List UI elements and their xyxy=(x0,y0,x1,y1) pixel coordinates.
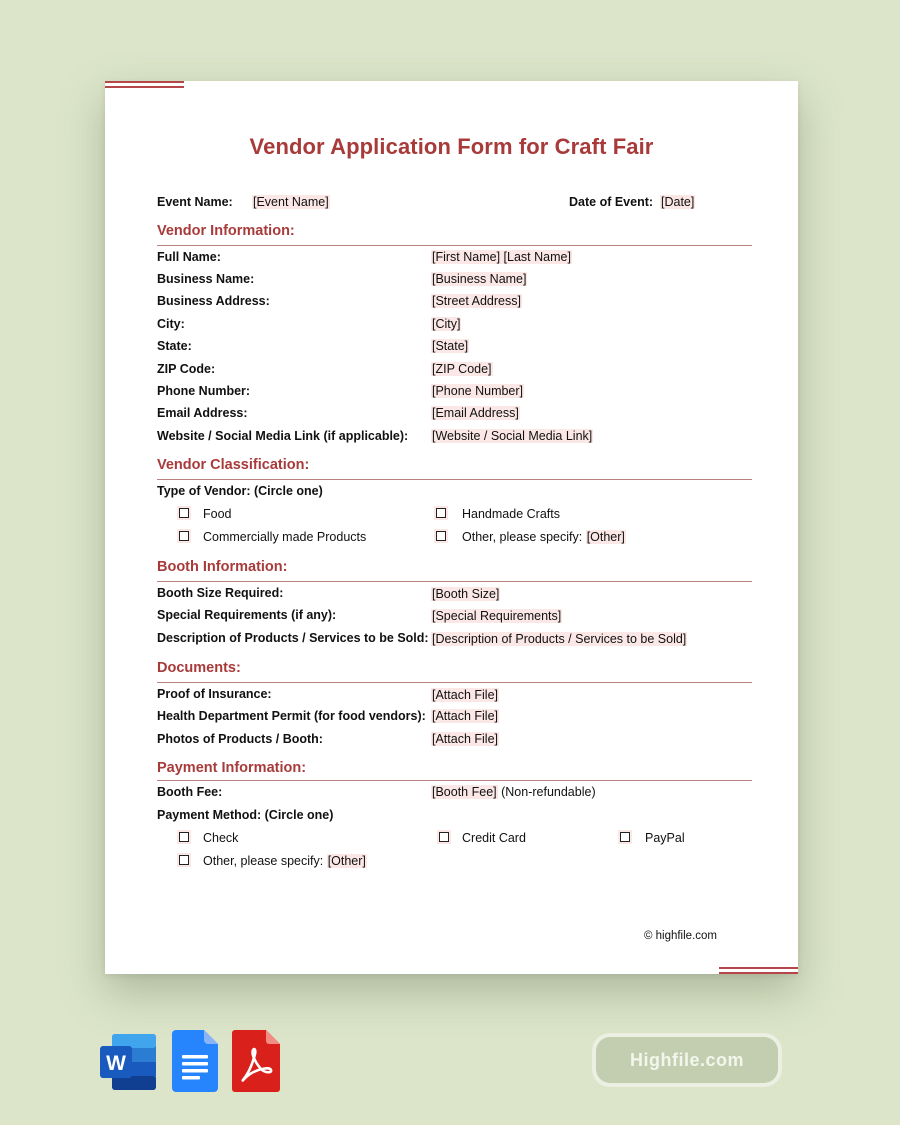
section-divider xyxy=(157,245,752,246)
booth-size-field[interactable]: [Booth Size] xyxy=(432,587,500,601)
zip-code-field[interactable]: [ZIP Code] xyxy=(432,362,492,376)
vendor-type-question: Type of Vendor: (Circle one) xyxy=(157,484,323,498)
section-vendor-classification: Vendor Classification: xyxy=(157,457,310,473)
section-vendor-information: Vendor Information: xyxy=(157,223,295,239)
corner-decoration-top xyxy=(105,81,184,88)
corner-decoration-bottom xyxy=(719,967,798,974)
document-page xyxy=(105,81,798,974)
food-option-label: Food xyxy=(203,507,232,521)
section-divider xyxy=(157,581,752,582)
commercial-checkbox[interactable] xyxy=(177,529,191,543)
section-divider xyxy=(157,682,752,683)
check-option-label: Check xyxy=(203,831,239,845)
product-description-label: Description of Products / Services to be Sold: xyxy=(157,631,429,645)
section-documents: Documents: xyxy=(157,660,241,676)
booth-fee-note: (Non-refundable) xyxy=(501,785,596,799)
vendor-other-field[interactable]: [Other] xyxy=(586,530,625,544)
health-permit-label: Health Department Permit (for food vendors): xyxy=(157,709,426,723)
special-requirements-field[interactable]: [Special Requirements] xyxy=(432,609,562,623)
paypal-checkbox[interactable] xyxy=(618,830,632,844)
city-field[interactable]: [City] xyxy=(432,317,461,331)
handmade-option-label: Handmade Crafts xyxy=(462,507,560,521)
product-description-field[interactable]: [Description of Products / Services to be Sold] xyxy=(432,632,687,646)
state-field[interactable]: [State] xyxy=(432,339,469,353)
vendor-other-checkbox[interactable] xyxy=(434,529,448,543)
food-checkbox[interactable] xyxy=(177,506,191,520)
zip-code-label: ZIP Code: xyxy=(157,362,216,376)
business-name-label: Business Name: xyxy=(157,272,255,286)
commercial-option-label: Commercially made Products xyxy=(203,530,367,544)
booth-size-label: Booth Size Required: xyxy=(157,586,284,600)
website-label: Website / Social Media Link (if applicable): xyxy=(157,429,409,443)
form-title: Vendor Application Form for Craft Fair xyxy=(249,134,654,159)
business-name-field[interactable]: [Business Name] xyxy=(432,272,527,286)
paypal-option-label: PayPal xyxy=(645,831,685,845)
section-divider xyxy=(157,479,752,480)
booth-fee-field[interactable]: [Booth Fee] xyxy=(432,785,497,799)
vendor-other-label: Other, please specify: xyxy=(462,530,583,544)
special-requirements-label: Special Requirements (if any): xyxy=(157,608,337,622)
pdf-icon[interactable] xyxy=(232,1030,280,1097)
credit-card-option-label: Credit Card xyxy=(462,831,526,845)
phone-number-label: Phone Number: xyxy=(157,384,251,398)
event-name-field[interactable]: [Event Name] xyxy=(253,195,329,209)
section-divider xyxy=(157,780,752,781)
booth-fee-label: Booth Fee: xyxy=(157,785,223,799)
event-name-label: Event Name: xyxy=(157,195,233,209)
event-date-label: Date of Event: xyxy=(569,195,654,209)
insurance-label: Proof of Insurance: xyxy=(157,687,272,701)
event-date-field[interactable]: [Date] xyxy=(661,195,695,209)
photos-attach-field[interactable]: [Attach File] xyxy=(432,732,498,746)
payment-other-label: Other, please specify: xyxy=(203,854,324,868)
business-address-label: Business Address: xyxy=(157,294,270,308)
section-payment-information: Payment Information: xyxy=(157,760,307,776)
svg-text:W: W xyxy=(106,1052,126,1075)
website-field[interactable]: [Website / Social Media Link] xyxy=(432,429,593,443)
full-name-field[interactable]: [First Name] [Last Name] xyxy=(432,250,571,264)
payment-method-question: Payment Method: (Circle one) xyxy=(157,808,334,822)
email-address-field[interactable]: [Email Address] xyxy=(432,406,519,420)
footer-copyright: © highfile.com xyxy=(643,930,717,942)
check-checkbox[interactable] xyxy=(177,830,191,844)
business-address-field[interactable]: [Street Address] xyxy=(432,294,521,308)
city-label: City: xyxy=(157,317,185,331)
payment-other-checkbox[interactable] xyxy=(177,853,191,867)
photos-label: Photos of Products / Booth: xyxy=(157,732,323,746)
google-docs-icon[interactable] xyxy=(172,1030,218,1097)
brand-label: Highfile.com xyxy=(596,1037,778,1083)
email-address-label: Email Address: xyxy=(157,406,248,420)
section-booth-information: Booth Information: xyxy=(157,559,288,575)
phone-number-field[interactable]: [Phone Number] xyxy=(432,384,524,398)
handmade-checkbox[interactable] xyxy=(434,506,448,520)
state-label: State: xyxy=(157,339,192,353)
full-name-label: Full Name: xyxy=(157,250,221,264)
credit-card-checkbox[interactable] xyxy=(437,830,451,844)
word-icon[interactable] xyxy=(100,1032,158,1097)
health-permit-attach-field[interactable]: [Attach File] xyxy=(432,709,498,723)
insurance-attach-field[interactable]: [Attach File] xyxy=(432,688,498,702)
payment-other-field[interactable]: [Other] xyxy=(327,854,366,868)
brand-badge[interactable] xyxy=(592,1033,782,1087)
